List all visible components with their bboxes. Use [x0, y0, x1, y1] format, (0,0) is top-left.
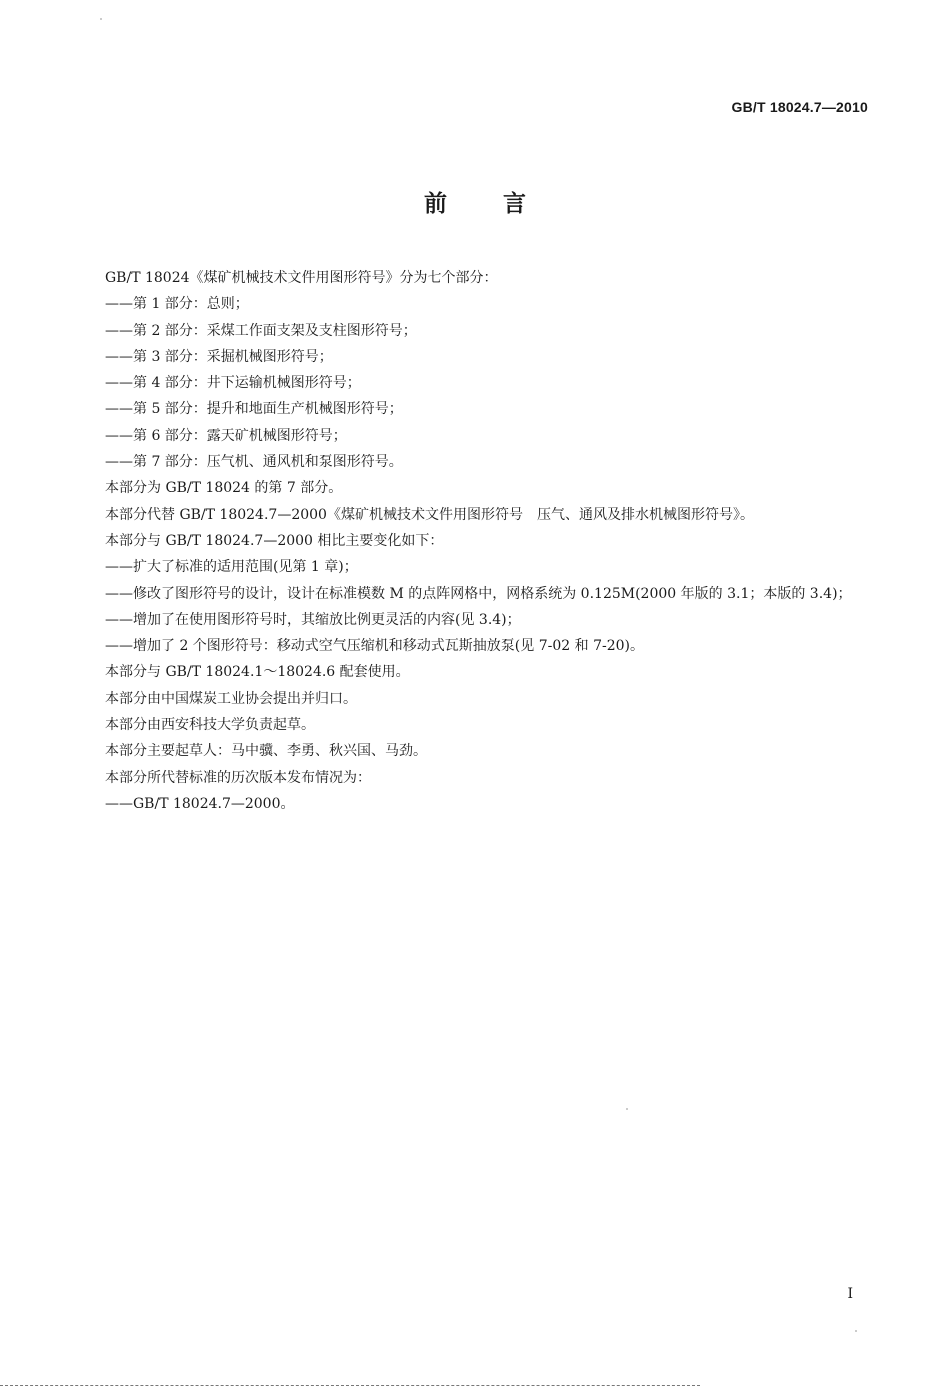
drafted-by-paragraph: 本部分由西安科技大学负责起草。	[105, 717, 315, 734]
change-item: ——扩大了标准的适用范围(见第 1 章)；	[105, 559, 358, 576]
drafters-paragraph: 本部分主要起草人：马中骥、李勇、秋兴国、马劲。	[105, 743, 427, 760]
scan-speck	[855, 1330, 857, 1332]
foreword-body	[66, 265, 868, 817]
history-item: ——GB/T 18024.7—2000。	[105, 795, 295, 812]
scan-edge-line	[0, 1385, 700, 1387]
change-item: ——修改了图形符号的设计，设计在标准模数 M 的点阵网格中，网格系统为 0.125M(2000 年版的 3.1；本版的 3.4)；	[105, 585, 852, 602]
scan-speck	[100, 18, 102, 20]
part-item: ——第 5 部分：提升和地面生产机械图形符号；	[105, 401, 403, 418]
replaces-paragraph: 本部分代替 GB/T 18024.7—2000《煤矿机械技术文件用图形符号 压气、通风及排水机械图形符号》。	[105, 506, 754, 523]
this-part-paragraph: 本部分为 GB/T 18024 的第 7 部分。	[105, 480, 343, 497]
part-item: ——第 4 部分：井下运输机械图形符号；	[105, 375, 361, 392]
part-item: ——第 3 部分：采掘机械图形符号；	[105, 348, 333, 365]
scan-speck	[626, 1108, 628, 1110]
history-intro-paragraph: 本部分所代替标准的历次版本发布情况为：	[105, 769, 371, 786]
intro-paragraph: GB/T 18024《煤矿机械技术文件用图形符号》分为七个部分：	[105, 270, 498, 286]
part-item: ——第 2 部分：采煤工作面支架及支柱图形符号；	[105, 322, 417, 339]
part-item: ——第 7 部分：压气机、通风机和泵图形符号。	[105, 454, 403, 471]
standard-code: GB/T 18024.7—2010	[731, 99, 868, 115]
changes-intro-paragraph: 本部分与 GB/T 18024.7—2000 相比主要变化如下：	[105, 532, 444, 549]
change-item: ——增加了 2 个图形符号：移动式空气压缩机和移动式瓦斯抽放泵(见 7-02 和 7-20)。	[105, 638, 644, 655]
part-item: ——第 6 部分：露天矿机械图形符号；	[105, 427, 347, 444]
page-number: I	[847, 1286, 853, 1302]
used-with-paragraph: 本部分与 GB/T 18024.1～18024.6 配套使用。	[105, 664, 410, 681]
page-title: 前言	[424, 191, 582, 217]
part-item: ——第 1 部分：总则；	[105, 296, 249, 313]
proposed-by-paragraph: 本部分由中国煤炭工业协会提出并归口。	[105, 690, 357, 707]
change-item: ——增加了在使用图形符号时，其缩放比例更灵活的内容(见 3.4)；	[105, 611, 521, 628]
